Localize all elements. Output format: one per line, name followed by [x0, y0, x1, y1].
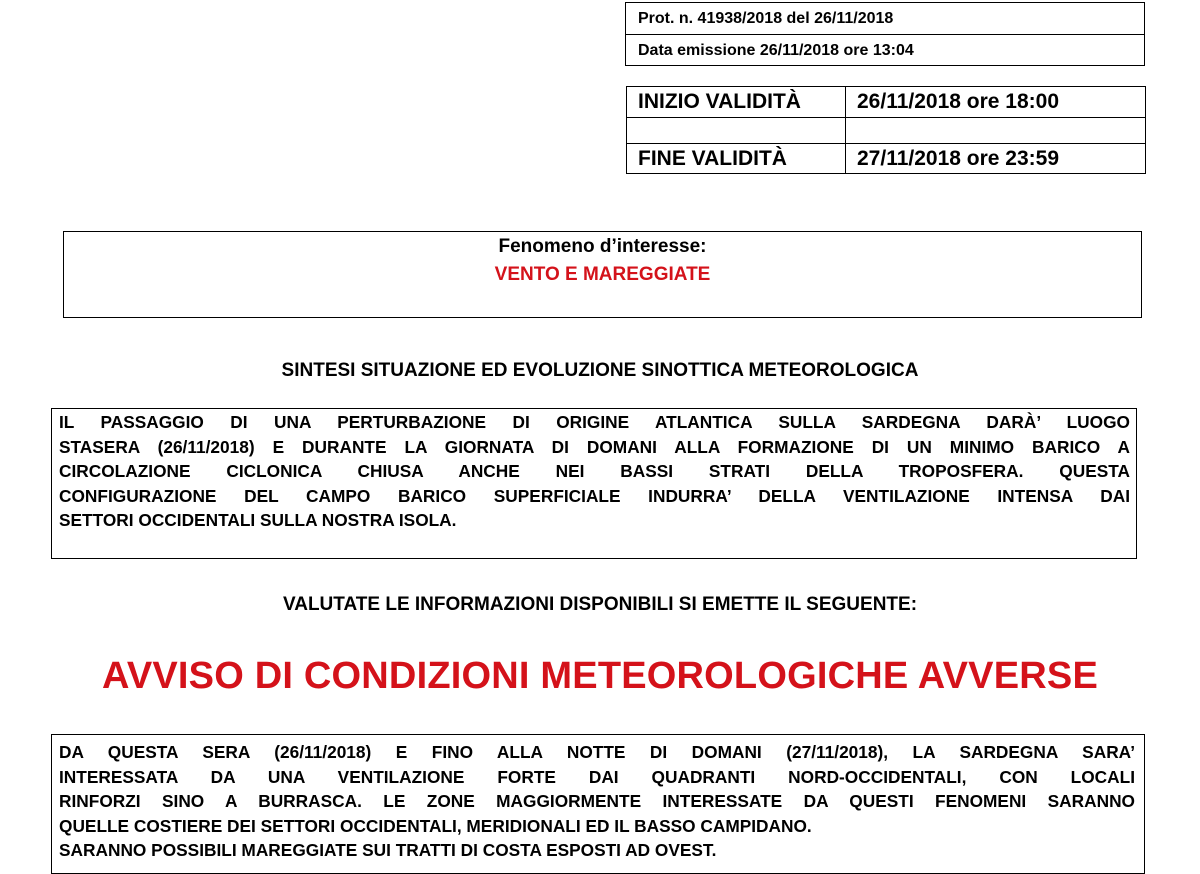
synopsis-heading: SINTESI SITUAZIONE ED EVOLUZIONE SINOTTICA METEOROLOGICA [281, 360, 919, 381]
validity-end-value: 27/11/2018 ore 23:59 [857, 147, 1060, 170]
validity-divider-top [627, 117, 1145, 118]
warning-title: AVVISO DI CONDIZIONI METEOROLOGICHE AVVERSE [102, 655, 1098, 697]
validity-divider-vertical [845, 87, 846, 173]
synopsis-line: STASERA (26/11/2018) E DURANTE LA GIORNATA DI DOMANI ALLA FORMAZIONE DI UN MINIMO BARICO A [59, 436, 1130, 457]
phenomenon-value: VENTO E MAREGGIATE [494, 264, 711, 285]
warning-line: SARANNO POSSIBILI MAREGGIATE SUI TRATTI DI COSTA ESPOSTI AD OVEST. [59, 840, 717, 860]
synopsis-text [59, 410, 1130, 533]
protocol-box [625, 2, 1145, 66]
synopsis-line: CIRCOLAZIONE CICLONICA CHIUSA ANCHE NEI BASSI STRATI DELLA TROPOSFERA. QUESTA [59, 461, 1130, 481]
synopsis-line: CONFIGURAZIONE DEL CAMPO BARICO SUPERFICIALE INDURRA’ DELLA VENTILAZIONE INTENSA DAI [59, 485, 1130, 506]
synopsis-line: IL PASSAGGIO DI UNA PERTURBAZIONE DI ORIGINE ATLANTICA SULLA SARDEGNA DARÀ’ LUOGO [59, 412, 1130, 432]
warning-line: INTERESSATA DA UNA VENTILAZIONE FORTE DAI QUADRANTI NORD-OCCIDENTALI, CON LOCALI [59, 766, 1135, 787]
issue-date: Data emissione 26/11/2018 ore 13:04 [638, 42, 914, 59]
validity-start-value: 26/11/2018 ore 18:00 [857, 90, 1060, 113]
phenomenon-label: Fenomeno d’interesse: [498, 236, 707, 257]
phenomenon-box [63, 231, 1142, 318]
warning-line: QUELLE COSTIERE DEI SETTORI OCCIDENTALI, MERIDIONALI ED IL BASSO CAMPIDANO. [59, 815, 812, 836]
validity-start-label: INIZIO VALIDITÀ [638, 90, 801, 113]
evaluation-heading: VALUTATE LE INFORMAZIONI DISPONIBILI SI EMETTE IL SEGUENTE: [282, 594, 918, 615]
synopsis-line: SETTORI OCCIDENTALI SULLA NOSTRA ISOLA. [59, 510, 457, 530]
validity-table [626, 86, 1146, 174]
validity-end-label: FINE VALIDITÀ [638, 147, 787, 170]
warning-line: DA QUESTA SERA (26/11/2018) E FINO ALLA NOTTE DI DOMANI (27/11/2018), LA SARDEGNA SARA’ [59, 742, 1135, 762]
warning-text [59, 740, 1135, 863]
protocol-number: Prot. n. 41938/2018 del 26/11/2018 [626, 3, 1144, 35]
warning-line: RINFORZI SINO A BURRASCA. LE ZONE MAGGIORMENTE INTERESSATE DA QUESTI FENOMENI SARANNO [59, 791, 1135, 811]
